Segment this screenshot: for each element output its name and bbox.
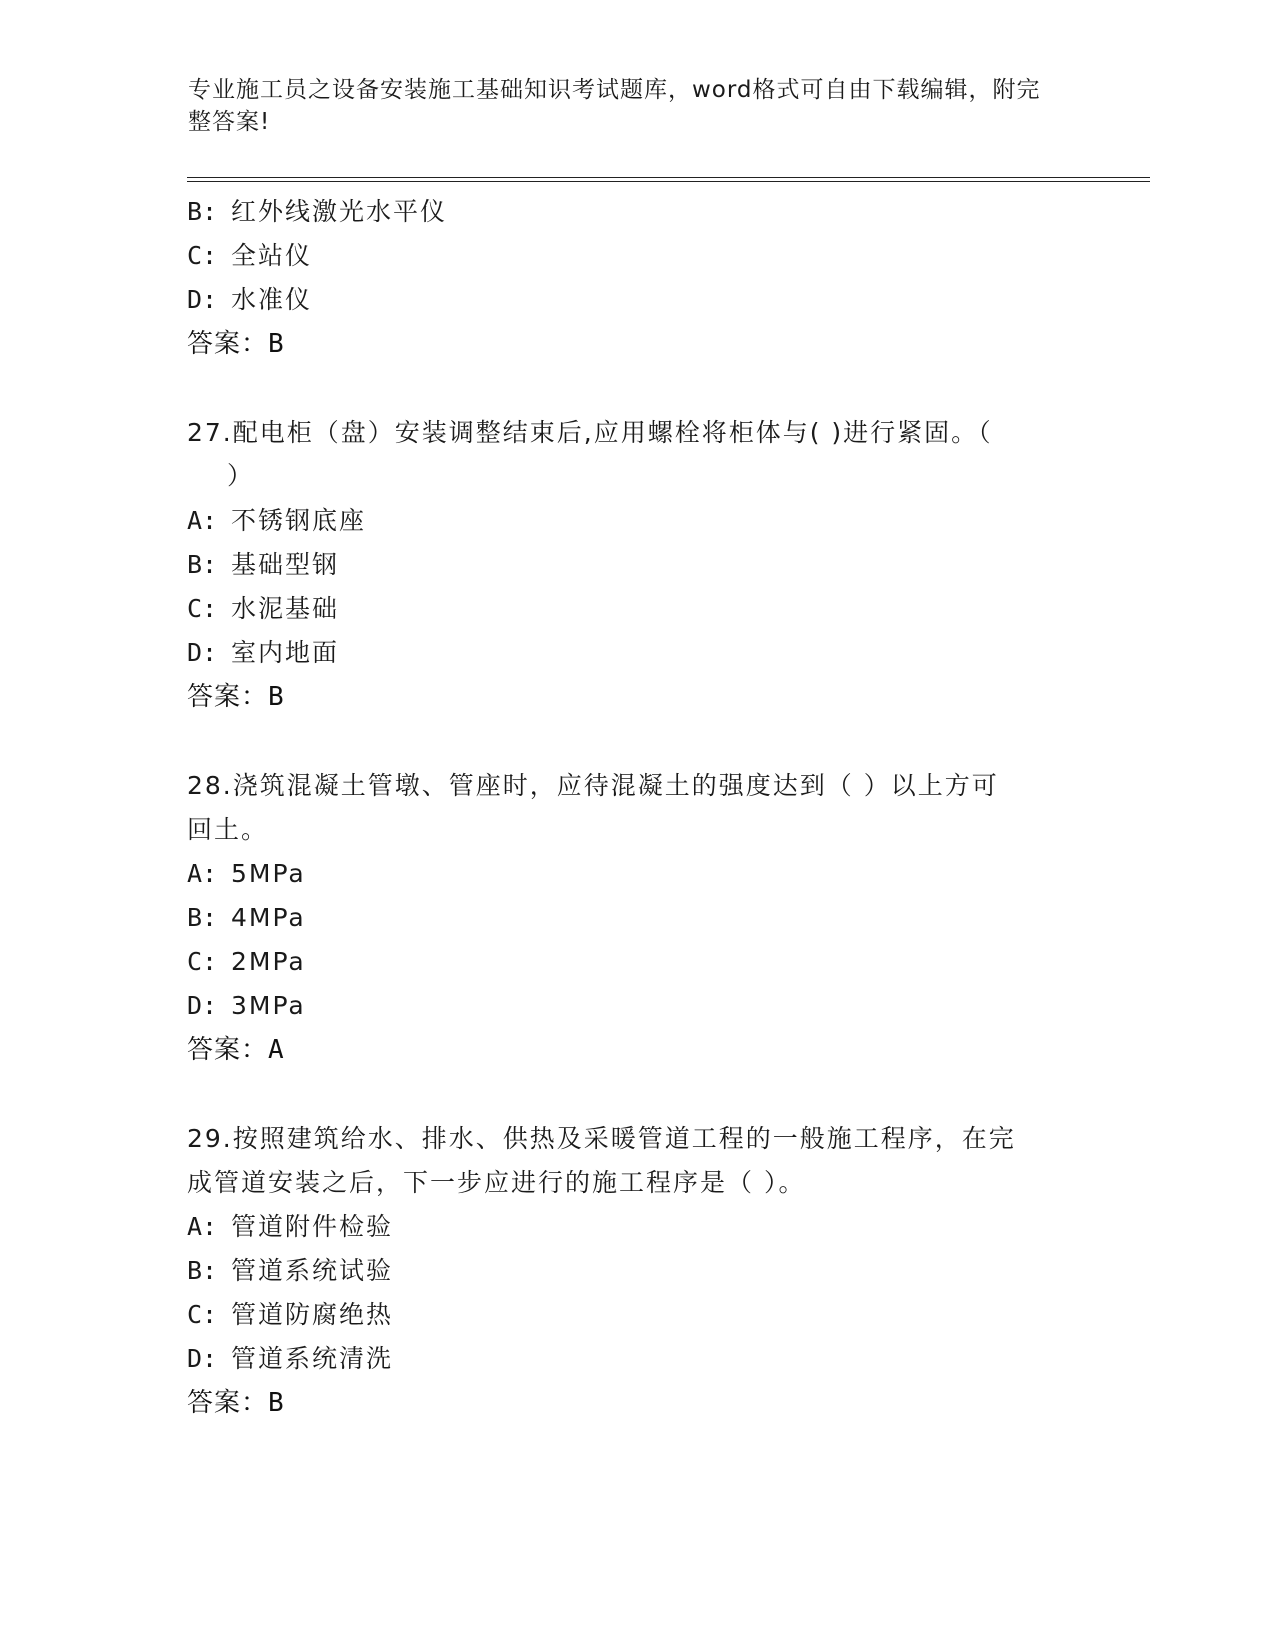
answer-value: B (268, 329, 285, 359)
option-letter: D: (187, 638, 218, 667)
option-letter: D: (187, 285, 218, 314)
option-letter: A: (187, 506, 218, 535)
option-text: 红外线激光水平仪 (231, 197, 448, 226)
option-letter: C: (187, 241, 218, 270)
answer-label: 答案： (187, 1388, 269, 1418)
q26-answer (187, 329, 285, 359)
q26-option-d (187, 285, 312, 315)
option-text: 水准仪 (231, 285, 313, 314)
option-letter: C: (187, 1300, 218, 1329)
option-letter: A: (187, 859, 218, 888)
answer-value: A (268, 1035, 285, 1065)
option-text: 管道防腐绝热 (231, 1300, 394, 1329)
answer-value: B (268, 682, 285, 712)
header-note-line-2: 整答案! (188, 109, 271, 135)
option-text: 室内地面 (231, 638, 340, 667)
q29-option-d (187, 1344, 393, 1374)
option-letter: D: (187, 991, 218, 1020)
option-letter: B: (187, 197, 218, 226)
option-letter: B: (187, 903, 218, 932)
q29-stem-line-1: 29.按照建筑给水、排水、供热及采暖管道工程的一般施工程序，在完 (187, 1124, 1016, 1153)
q28-option-c (187, 947, 306, 977)
option-letter: A: (187, 1212, 218, 1241)
answer-label: 答案： (187, 329, 269, 359)
option-letter: C: (187, 594, 218, 623)
q29-option-b (187, 1256, 393, 1286)
document-header-note (188, 74, 1068, 138)
option-text: 基础型钢 (231, 550, 340, 579)
q27-stem-line-2: ） (227, 461, 255, 490)
q27-option-a (187, 506, 366, 536)
q27-option-b (187, 550, 339, 580)
q29-stem-line-2: 成管道安装之后，下一步应进行的施工程序是（ ）。 (187, 1168, 806, 1197)
q27-answer (187, 682, 285, 712)
header-note-line-1: 专业施工员之设备安装施工基础知识考试题库，word格式可自由下载编辑，附完 (188, 77, 1041, 103)
option-text: 管道系统清洗 (231, 1344, 394, 1373)
answer-value: B (268, 1388, 285, 1418)
q27-option-d (187, 638, 339, 668)
option-letter: B: (187, 1256, 218, 1285)
q27-option-c (187, 594, 339, 624)
option-letter: B: (187, 550, 218, 579)
option-text: 全站仪 (231, 241, 313, 270)
q28-answer (187, 1035, 285, 1065)
option-text: 管道附件检验 (231, 1212, 394, 1241)
q26-option-b (187, 197, 447, 227)
q29-option-a (187, 1212, 393, 1242)
option-text: 水泥基础 (231, 594, 340, 623)
q28-option-b (187, 903, 306, 933)
q29-answer (187, 1388, 285, 1418)
option-letter: C: (187, 947, 218, 976)
q29-option-c (187, 1300, 393, 1330)
q26-option-c (187, 241, 312, 271)
q28-stem-line-1: 28.浇筑混凝土管墩、管座时，应待混凝土的强度达到（ ）以上方可 (187, 771, 999, 800)
q28-option-d (187, 991, 306, 1021)
option-text: 2MPa (231, 947, 306, 976)
answer-label: 答案： (187, 1035, 269, 1065)
q28-option-a (187, 859, 306, 889)
option-text: 5MPa (231, 859, 306, 888)
q28-stem-line-2: 回土。 (187, 815, 269, 844)
option-text: 3MPa (231, 991, 306, 1020)
option-text: 不锈钢底座 (231, 506, 367, 535)
option-text: 4MPa (231, 903, 306, 932)
option-letter: D: (187, 1344, 218, 1373)
q27-stem-line-1: 27.配电柜（盘）安装调整结束后,应用螺栓将柜体与( )进行紧固。（ (187, 418, 993, 447)
option-text: 管道系统试验 (231, 1256, 394, 1285)
answer-label: 答案： (187, 682, 269, 712)
header-divider (187, 177, 1150, 182)
